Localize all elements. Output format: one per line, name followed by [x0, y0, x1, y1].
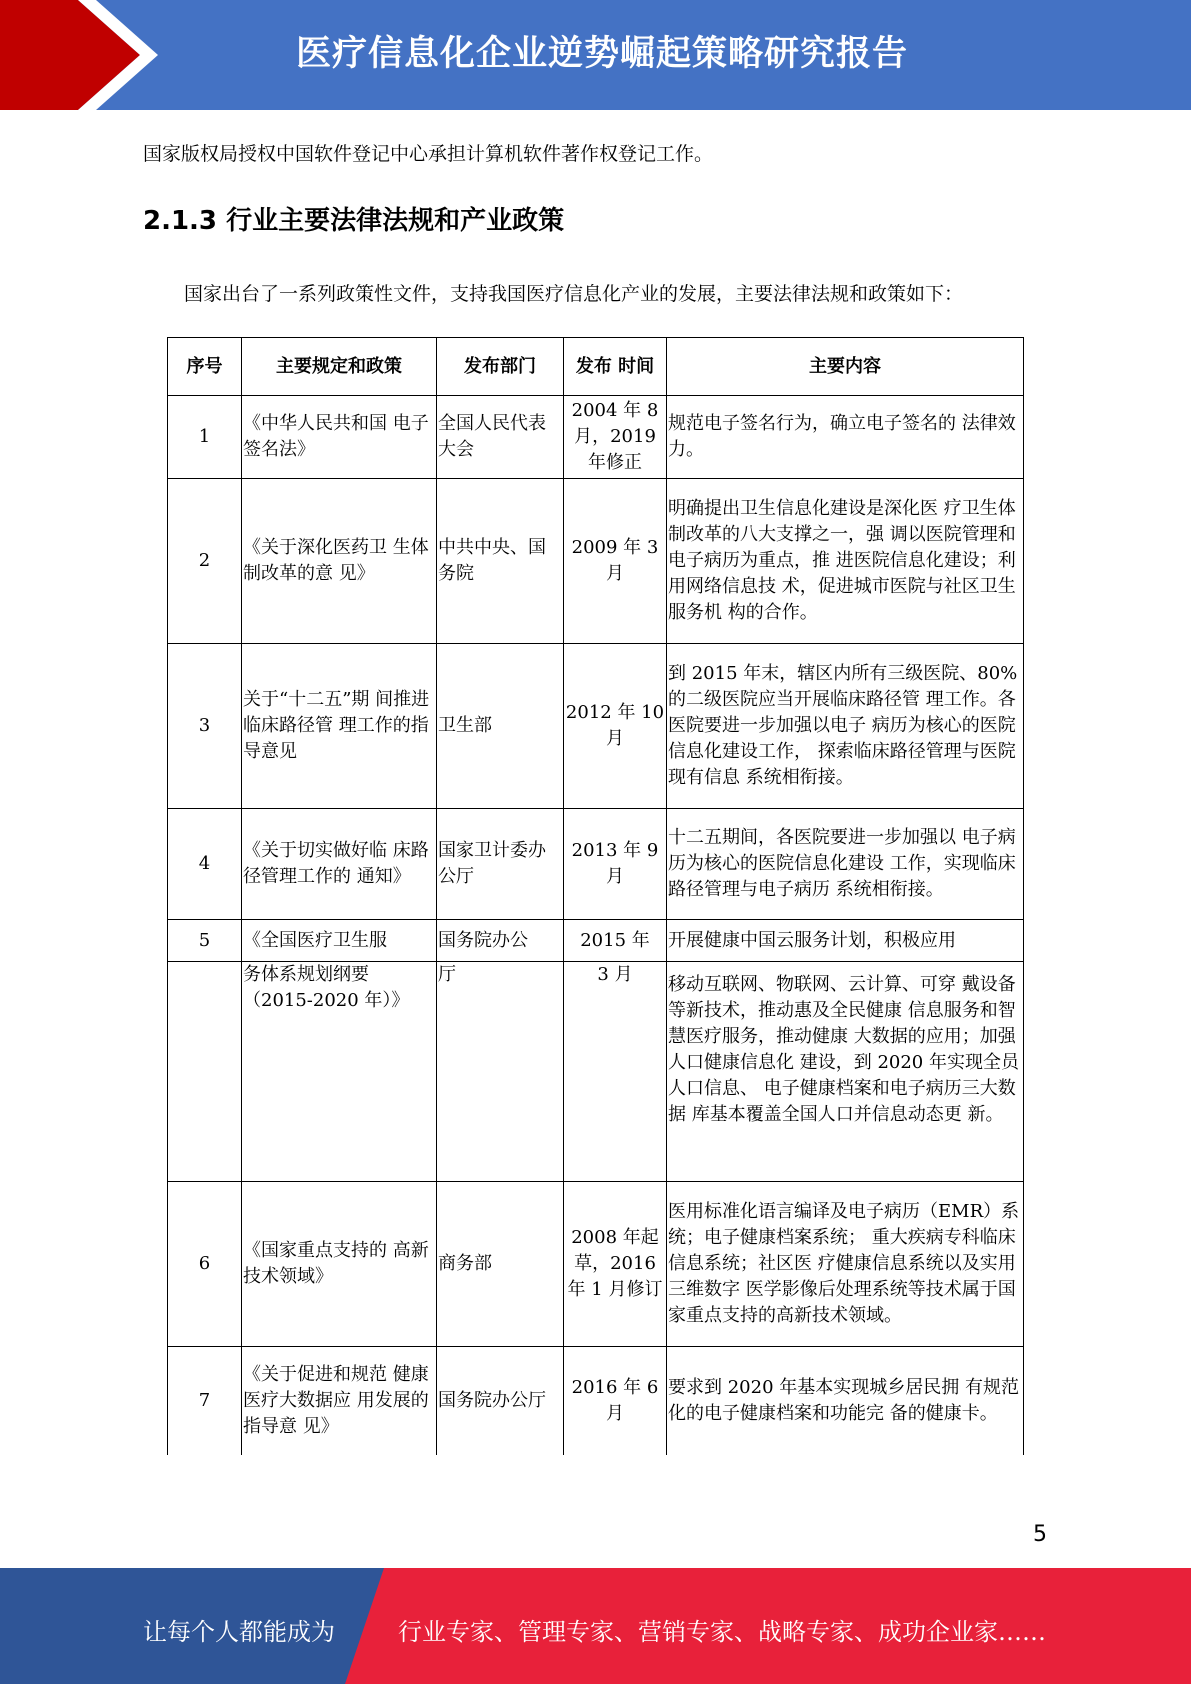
cell-content: 要求到 2020 年基本实现城乡居民拥 有规范化的电子健康档案和功能完 备的健康卡。 — [667, 1347, 1024, 1455]
cell-policy: 关于“十二五”期 间推进临床路径管 理工作的指导意见 — [242, 644, 437, 809]
cell-department: 国家卫计委办公厅 — [437, 809, 564, 920]
cell-policy: 《国家重点支持的 高新技术领域》 — [242, 1182, 437, 1347]
cell-department: 厅 — [437, 962, 564, 1182]
cell-number: 1 — [168, 396, 242, 479]
cell-content: 十二五期间，各医院要进一步加强以 电子病历为核心的医院信息化建设 工作，实现临床路径管理与电子病历 系统相衔接。 — [667, 809, 1024, 920]
section-heading: 2.1.3 行业主要法律法规和产业政策 — [143, 206, 565, 236]
cell-policy: 《全国医疗卫生服 — [242, 920, 437, 962]
page-footer — [0, 1568, 1191, 1684]
cell-policy: 《关于切实做好临 床路径管理工作的 通知》 — [242, 809, 437, 920]
intro-paragraph: 国家版权局授权中国软件登记中心承担计算机软件著作权登记工作。 — [143, 143, 714, 165]
cell-date: 2009 年 3 月 — [564, 479, 667, 644]
cell-department: 全国人民代表大会 — [437, 396, 564, 479]
cell-policy: 《关于深化医药卫 生体制改革的意 见》 — [242, 479, 437, 644]
table-row — [168, 396, 1024, 479]
cell-date: 2004 年 8 月，2019 年修正 — [564, 396, 667, 479]
header-department: 发布部门 — [437, 338, 564, 396]
cell-policy: 《关于促进和规范 健康医疗大数据应 用发展的指导意 见》 — [242, 1347, 437, 1455]
cell-policy: 务体系规划纲要（2015-2020 年）》 — [242, 962, 437, 1182]
cell-department: 中共中央、国务院 — [437, 479, 564, 644]
table-row — [168, 809, 1024, 920]
cell-content — [667, 962, 1024, 1182]
page-header — [0, 0, 1191, 110]
header-date: 发布 时间 — [564, 338, 667, 396]
header-number: 序号 — [168, 338, 242, 396]
cell-content: 开展健康中国云服务计划，积极应用 — [667, 920, 1024, 962]
cell-number: 5 — [168, 920, 242, 962]
section-lead-paragraph: 国家出台了一系列政策性文件，支持我国医疗信息化产业的发展，主要法律法规和政策如下： — [184, 283, 964, 305]
policy-table — [167, 337, 1024, 1455]
table-row-continuation — [168, 962, 1024, 1182]
report-title: 医疗信息化企业逆势崛起策略研究报告 — [296, 34, 909, 74]
cell-policy: 《中华人民共和国 电子签名法》 — [242, 396, 437, 479]
cell-number: 4 — [168, 809, 242, 920]
cell-date: 2015 年 — [564, 920, 667, 962]
cell-date: 2013 年 9 月 — [564, 809, 667, 920]
table-row — [168, 1347, 1024, 1455]
cell-content: 到 2015 年末，辖区内所有三级医院、80%的二级医院应当开展临床路径管 理工作。各医院要进一步加强以电子 病历为核心的医院信息化建设工作， 探索临床路径管理与医院现有信息 系统相衔接。 — [667, 644, 1024, 809]
cell-department: 国务院办公 — [437, 920, 564, 962]
cell-department: 卫生部 — [437, 644, 564, 809]
cell-date: 2012 年 10 月 — [564, 644, 667, 809]
header-content: 主要内容 — [667, 338, 1024, 396]
cell-number — [168, 962, 242, 1182]
table-row — [168, 479, 1024, 644]
table-row — [168, 644, 1024, 809]
footer-slogan-left: 让每个人都能成为 — [143, 1618, 335, 1646]
table-row — [168, 1182, 1024, 1347]
cell-content: 明确提出卫生信息化建设是深化医 疗卫生体制改革的八大支撑之一，强 调以医院管理和电子病历为重点，推 进医院信息化建设；利用网络信息技 术，促进城市医院与社区卫生服务机 构的合作。 — [667, 479, 1024, 644]
cell-number: 6 — [168, 1182, 242, 1347]
cell-number: 7 — [168, 1347, 242, 1455]
cell-content: 医用标准化语言编译及电子病历（EMR）系统；电子健康档案系统； 重大疾病专科临床信息系统；社区医 疗健康信息系统以及实用三维数字 医学影像后处理系统等技术属于国 家重点支持的高新技术领域。 — [667, 1182, 1024, 1347]
cell-content: 规范电子签名行为，确立电子签名的 法律效力。 — [667, 396, 1024, 479]
cell-date: 3 月 — [564, 962, 667, 1182]
page-number: 5 — [1033, 1522, 1047, 1547]
cell-department: 商务部 — [437, 1182, 564, 1347]
footer-slogan-right: 行业专家、管理专家、营销专家、战略专家、成功企业家…… — [398, 1618, 1046, 1646]
table-row — [168, 920, 1024, 962]
cell-number: 2 — [168, 479, 242, 644]
cell-content-text: 移动互联网、物联网、云计算、可穿 戴设备等新技术，推动惠及全民健康 信息服务和智慧医疗服务，推动健康 大数据的应用；加强人口健康信息化 建设，到 2020 年实现全员人口信息、 电子健康档案和电子病历三大数据 库基本覆盖全国人口并信息动态更 新。 — [668, 974, 1019, 1125]
table-header-row — [168, 338, 1024, 396]
cell-date: 2016 年 6 月 — [564, 1347, 667, 1455]
header-policy: 主要规定和政策 — [242, 338, 437, 396]
cell-department: 国务院办公厅 — [437, 1347, 564, 1455]
cell-number: 3 — [168, 644, 242, 809]
cell-date: 2008 年起草，2016 年 1 月修订 — [564, 1182, 667, 1347]
